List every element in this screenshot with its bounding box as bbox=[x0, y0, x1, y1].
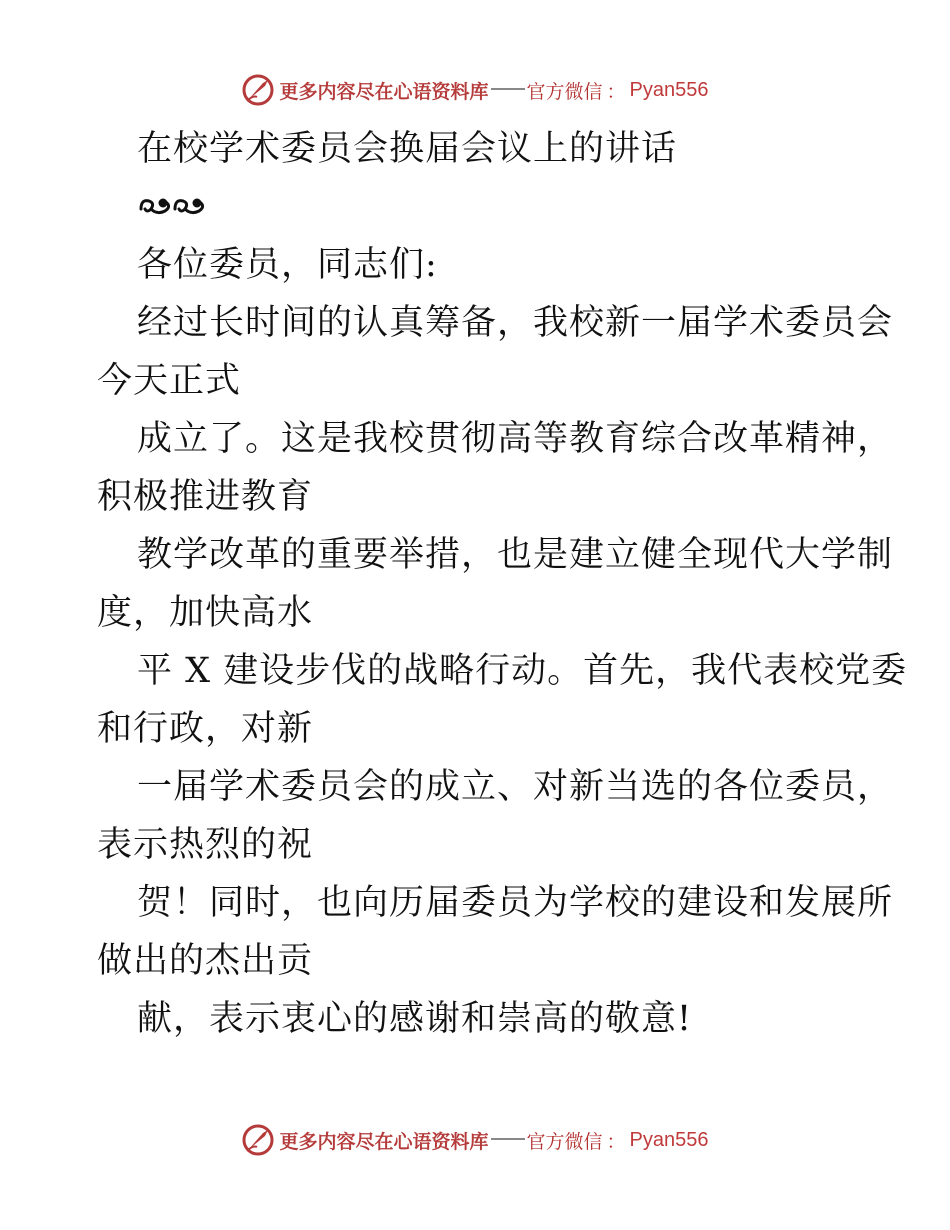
text-line: 积极推进教育 bbox=[97, 477, 314, 517]
text-line: 平 X 建设步伐的战略行动。首先，我代表校党委 bbox=[137, 651, 908, 691]
fleuron-divider-icon bbox=[137, 193, 207, 221]
text-line: 和行政，对新 bbox=[97, 709, 314, 749]
text-line: 贺！同时，也向历届委员为学校的建设和发展所 bbox=[137, 883, 894, 923]
header-wechat-id: Pyan556 bbox=[629, 78, 709, 101]
text-line: 献，表示衷心的感谢和崇高的敬意! bbox=[137, 999, 693, 1039]
text-line: 经过长时间的认真筹备，我校新一届学术委员会 bbox=[137, 303, 894, 343]
text-line: 各位委员，同志们: bbox=[137, 245, 438, 285]
text-line: 表示热烈的祝 bbox=[97, 825, 314, 865]
text-line: 做出的杰出贡 bbox=[97, 941, 314, 981]
quill-logo-icon bbox=[241, 73, 275, 107]
document-body bbox=[97, 120, 908, 1048]
header-dash bbox=[491, 88, 525, 90]
text-line: 教学改革的重要举措，也是建立健全现代大学制 bbox=[137, 535, 894, 575]
document-lines bbox=[97, 236, 908, 1048]
footer-official-label: 官方微信 bbox=[526, 1130, 603, 1153]
footer-brand-text: 更多内容尽在心语资料库 bbox=[279, 1130, 489, 1153]
footer-wechat-id: Pyan556 bbox=[629, 1128, 709, 1151]
header-brand-text: 更多内容尽在心语资料库 bbox=[279, 80, 489, 103]
text-line: 度，加快高水 bbox=[97, 593, 314, 633]
header-separator: ： bbox=[606, 80, 626, 103]
header-official-label: 官方微信 bbox=[526, 80, 603, 103]
text-line: 一届学术委员会的成立、对新当选的各位委员， bbox=[137, 767, 894, 807]
header-banner bbox=[0, 70, 950, 110]
quill-logo-icon bbox=[241, 1123, 275, 1157]
document-title: 在校学术委员会换届会议上的讲话 bbox=[137, 129, 678, 169]
text-line: 今天正式 bbox=[97, 361, 242, 401]
footer-banner bbox=[0, 1120, 950, 1160]
text-line: 成立了。这是我校贯彻高等教育综合改革精神， bbox=[137, 419, 894, 459]
footer-dash bbox=[491, 1138, 525, 1140]
ornament-row bbox=[97, 178, 857, 236]
footer-separator: ： bbox=[606, 1130, 626, 1153]
